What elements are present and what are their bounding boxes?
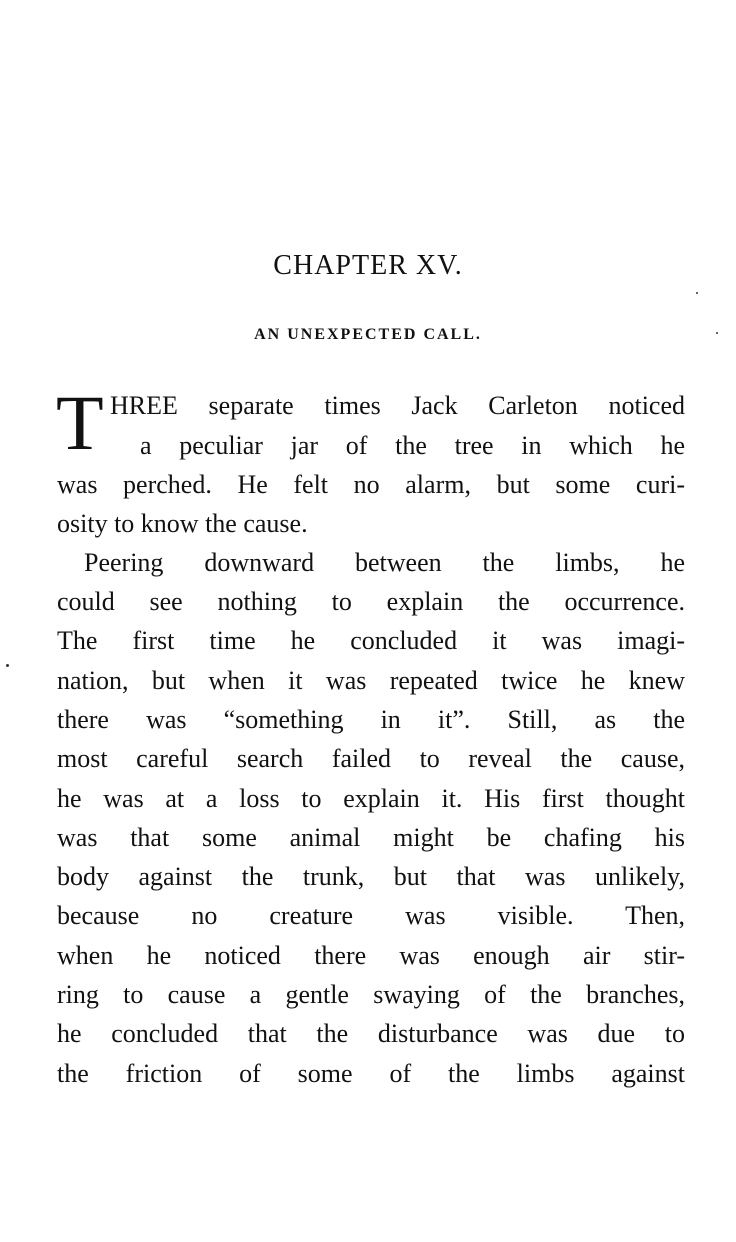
print-speck: [696, 292, 698, 294]
text-line-11: he was at a loss to explain it. His first thought: [57, 784, 685, 813]
text-line-3: was perched. He felt no alarm, but some curi-: [57, 470, 685, 499]
text-line-17: he concluded that the disturbance was due to: [57, 1019, 685, 1048]
text-line-18: the friction of some of the limbs against: [57, 1059, 685, 1088]
text-line-12: was that some animal might be chafing his: [57, 823, 685, 852]
text-line-15: when he noticed there was enough air stir-: [57, 941, 685, 970]
text-line-9: there was “something in it”. Still, as the: [57, 705, 685, 734]
text-line-14: because no creature was visible. Then,: [57, 901, 685, 930]
chapter-subtitle: AN UNEXPECTED CALL.: [254, 326, 482, 343]
text-line-13: body against the trunk, but that was unlikely,: [57, 862, 685, 891]
print-speck: [716, 332, 718, 334]
text-line-4: osity to know the cause.: [57, 509, 308, 538]
text-line-16: ring to cause a gentle swaying of the branches,: [57, 980, 685, 1009]
text-line-8: nation, but when it was repeated twice he knew: [57, 666, 685, 695]
text-line-1: HREE separate times Jack Carleton noticed: [110, 391, 685, 420]
text-line-6: could see nothing to explain the occurrence.: [57, 587, 685, 616]
print-speck: [6, 664, 9, 667]
chapter-title: CHAPTER XV.: [273, 250, 463, 281]
text-line-5: Peering downward between the limbs, he: [84, 548, 685, 577]
text-line-2: a peculiar jar of the tree in which he: [140, 431, 685, 460]
text-line-7: The first time he concluded it was imagi-: [57, 626, 685, 655]
text-line-10: most careful search failed to reveal the cause,: [57, 744, 685, 773]
drop-cap: T: [56, 379, 104, 466]
